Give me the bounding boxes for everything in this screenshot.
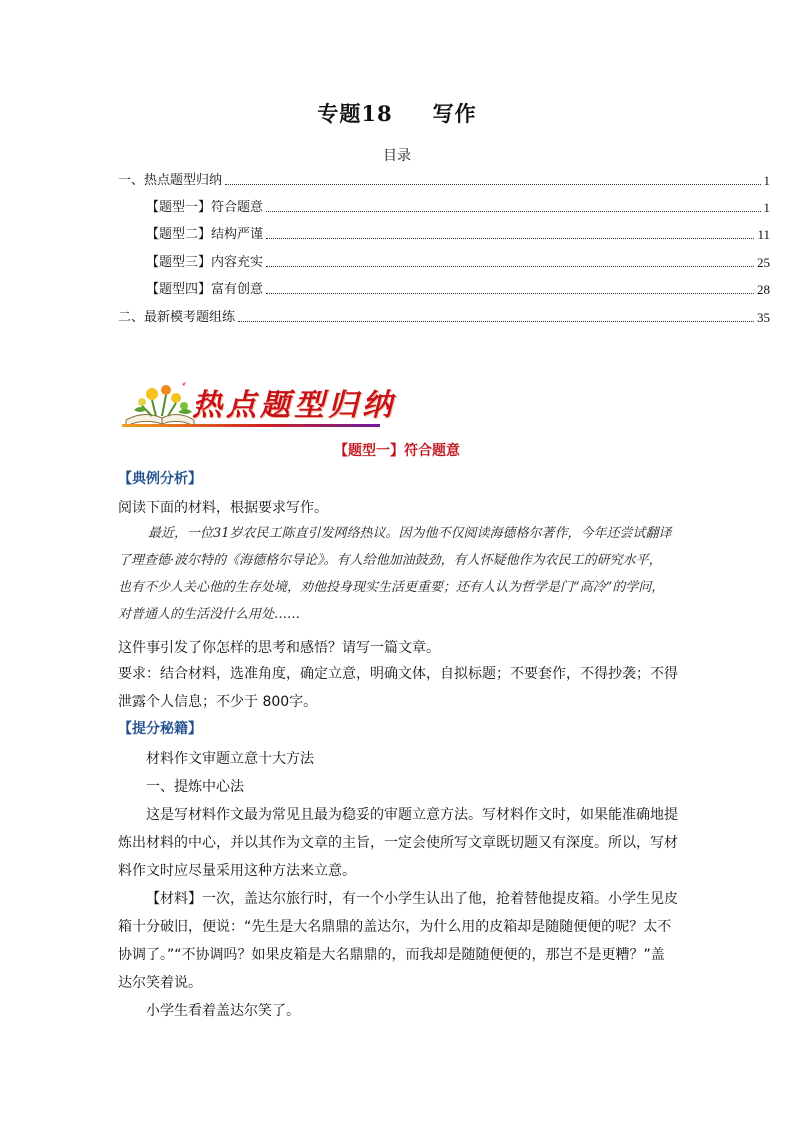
toc-leader [238, 320, 754, 322]
section-title: 【题型一】符合题意 [334, 443, 460, 459]
toc-item-page: 25 [757, 255, 770, 270]
toc-leader [266, 292, 754, 294]
toc-item-page: 35 [757, 310, 770, 325]
toc-item-label: 【题型一】符合题意 [146, 200, 264, 215]
example-quote: 最近，一位31岁农民工陈直引发网络热议。因为他不仅阅读海德格尔著作，今年还尝试翻译了理查德·波尔特的《海德格尔导论》。有人给他加油鼓劲，有人怀疑他作为农民工的研究水平，也有不少人关心他的生存处境，劝他投身现实生活更重要；还有人认为哲学是门“高冷”的学问，对普通人的生活没什么用处…… [118, 526, 672, 622]
example-tag: 【典例分析】 [118, 471, 202, 487]
toc-item[interactable] [146, 224, 770, 244]
toc-item-label: 【题型二】结构严谨 [146, 227, 264, 242]
example-requirement: 要求：结合材料，选准角度，确定立意，明确文体，自拟标题；不要套作，不得抄袭；不得泄露个人信息；不少于 800字。 [118, 666, 678, 710]
tips-tag: 【提分秘籍】 [118, 721, 202, 737]
toc-item[interactable] [118, 170, 770, 190]
toc-item-label: 【题型四】富有创意 [146, 282, 264, 297]
toc-item-label: 二、最新模考题组练 [118, 310, 236, 325]
banner-title: 热点题型归纳 [192, 388, 396, 423]
toc-leader [266, 210, 760, 212]
toc-leader [266, 237, 754, 239]
title-main: 专题18 [317, 101, 393, 126]
toc-item-label: 【题型三】内容充实 [146, 255, 264, 270]
toc-item[interactable] [146, 197, 770, 217]
toc-item-page: 1 [763, 200, 770, 215]
tips-heading: 材料作文审题立意十大方法 [146, 751, 314, 767]
toc-item[interactable] [118, 307, 770, 327]
method-paragraph: 这是写材料作文最为常见且最为稳妥的审题立意方法。写材料作文时，如果能准确地提炼出材料的中心，并以其作为文章的主旨，一定会使所写文章既切题又有深度。所以，写材料作文时应尽量采用这种方法来立意。 [118, 807, 678, 879]
toc-item[interactable] [146, 279, 770, 299]
toc-item-page: 1 [763, 173, 770, 188]
toc-heading: 目录 [383, 148, 411, 164]
banner-underline [122, 424, 380, 427]
toc-item-page: 11 [757, 227, 770, 242]
toc-item-page: 28 [757, 282, 770, 297]
example-intro: 阅读下面的材料，根据要求写作。 [118, 500, 328, 516]
title-sub: 写作 [432, 101, 477, 126]
material-closing: 小学生看着盖达尔笑了。 [146, 1003, 300, 1019]
toc-item[interactable] [146, 252, 770, 272]
page-title [0, 98, 794, 128]
toc-leader [266, 265, 754, 267]
toc-item-label: 一、热点题型归纳 [118, 173, 223, 188]
method-heading: 一、提炼中心法 [146, 779, 244, 795]
example-question: 这件事引发了你怎样的思考和感悟？请写一篇文章。 [118, 640, 440, 656]
material-paragraph: 【材料】一次，盖达尔旅行时，有一个小学生认出了他，抢着替他提皮箱。小学生见皮箱十分破旧，便说：“先生是大名鼎鼎的盖达尔，为什么用的皮箱却是随随便便的呢？太不协调了。”“不协调吗？如果皮箱是大名鼎鼎的，而我却是随随便便的，那岂不是更糟？”盖达尔笑着说。 [118, 891, 678, 991]
toc-leader [225, 183, 760, 185]
